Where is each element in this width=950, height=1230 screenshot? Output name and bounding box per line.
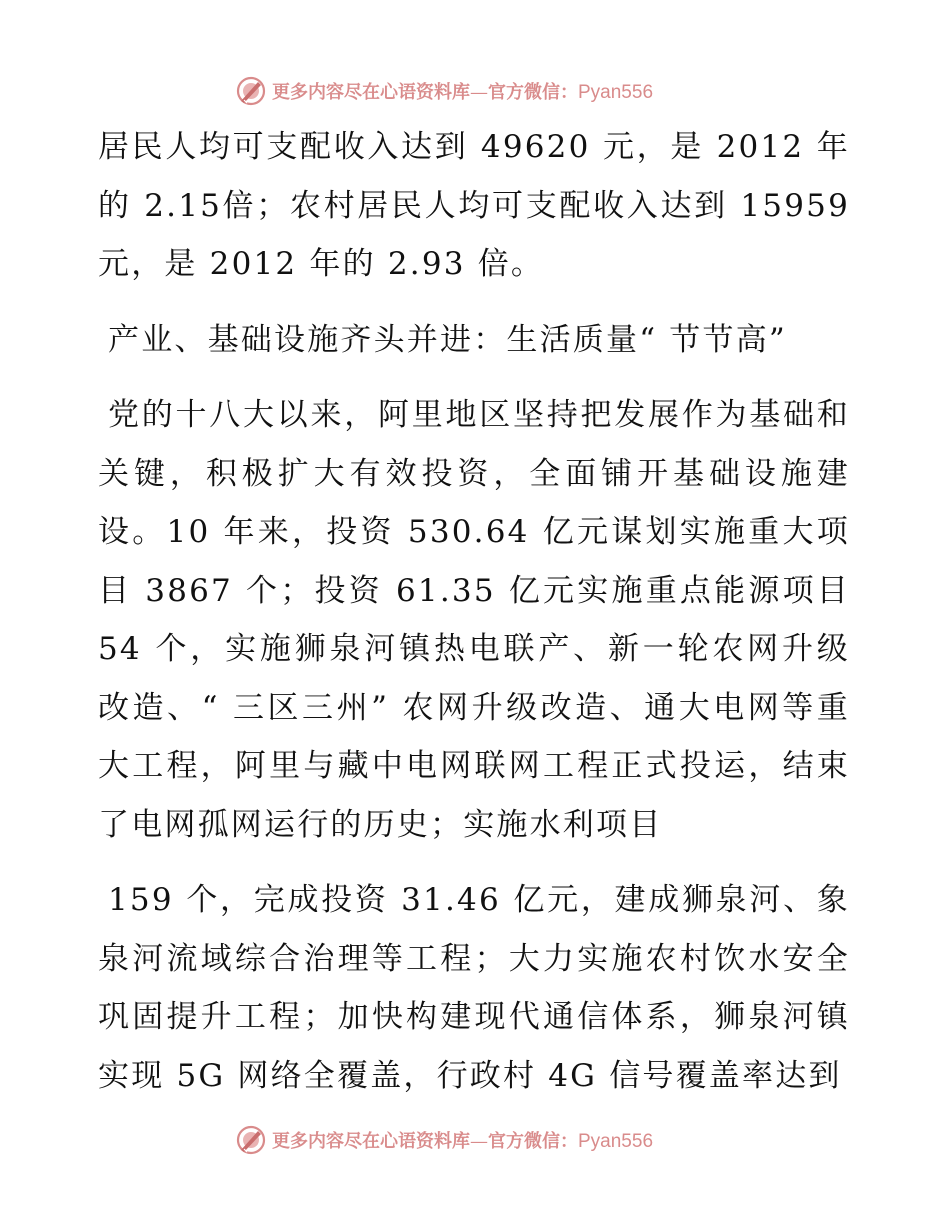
watermark-wechat-id: Pyan556 [578,1131,654,1152]
watermark-wechat-id: Pyan556 [578,82,654,103]
paragraph-heading: 产业、基础设施齐头并进：生活质量“ 节节高” [108,321,787,358]
document-body [98,118,850,1105]
watermark-separator: — [470,82,488,103]
watermark-text [272,78,653,104]
watermark-official-label: 官方微信： [488,1131,578,1152]
paragraph-infrastructure: 党的十八大以来，阿里地区坚持把发展作为基础和关键，积极扩大有效投资，全面铺开基础设施建设。10 年来，投资 530.64 亿元谋划实施重大项目 3867 个；投资 61.35 亿元实施重点能源项目 54 个，实施狮泉河镇热电联产、新一轮农网升级改造、“ 三区三州” 农网升级改造、通大电网等重大工程，阿里与藏中电网联网工程正式投运，结束了电网孤网运行的历史；实施水利项目 [98,397,850,843]
watermark-title: 更多内容尽在心语资料库 [272,82,470,103]
watermark-official-label: 官方微信： [488,82,578,103]
header-watermark [236,74,653,108]
watermark-text [272,1127,653,1153]
paragraph-water-telecom: 159 个，完成投资 31.46 亿元，建成狮泉河、象泉河流域综合治理等工程；大力实施农村饮水安全巩固提升工程；加快构建现代通信体系，狮泉河镇实现 5G 网络全覆盖，行政村 4G 信号覆盖率达到 [98,882,850,1094]
watermark-title: 更多内容尽在心语资料库 [272,1131,470,1152]
footer-watermark [236,1123,653,1157]
watermark-separator: — [470,1131,488,1152]
quill-stamp-icon [236,76,266,106]
paragraph-income: 居民人均可支配收入达到 49620 元，是 2012 年的 2.15倍；农村居民人均可支配收入达到 15959 元，是 2012 年的 2.93 倍。 [98,129,850,282]
quill-stamp-icon [236,1125,266,1155]
